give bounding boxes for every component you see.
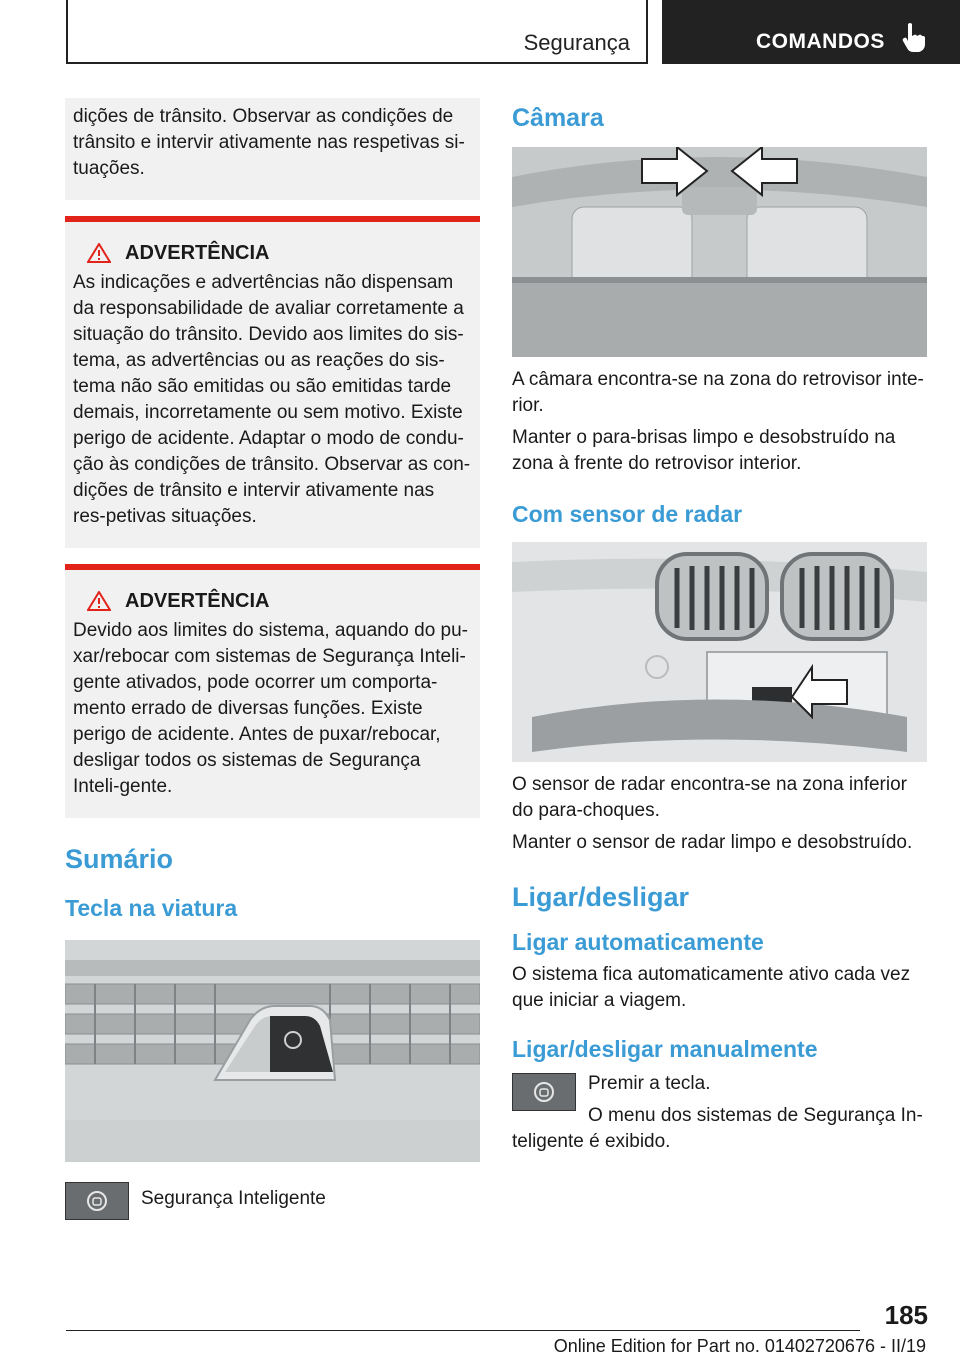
- warning-text-1: As indicações e advertências não dispensam da responsabilidade de avaliar corretamente a situação do trânsito. Devido aos limites do sis-tema, as advertências ou as reações do sis-tema não são emitidas ou são emitidas tarde demais, incorretamente ou sem motivo. Existe perigo de acidente. Adaptar o modo de condu-ção às condições de trânsito. Observar as con-dições de trânsito e intervir ativamente nas res-petivas situações.: [73, 272, 471, 527]
- section-title: Segurança: [523, 30, 630, 55]
- warning-title-text-2: ADVERTÊNCIA: [125, 590, 270, 612]
- warning-box-1: [65, 216, 480, 548]
- warning-text-2: Devido aos limites do sistema, aquando do pu-xar/rebocar com sistemas de Segurança Inteli-gente ativados, pode ocorrer um comporta-mento errado de diversas funções. Existe perigo de acidente. Antes de puxar/rebocar, desligar todos os sistemas de Segurança Inteli-gente.: [73, 620, 469, 797]
- hand-pointer-icon: [902, 22, 926, 52]
- camera-location-image: [512, 147, 927, 357]
- manual-text-1: Premir a tecla.: [588, 1073, 711, 1094]
- warning-box-2: [65, 564, 480, 818]
- manual-text-2: O menu dos sistemas de Segurança In-teligente é exibido.: [512, 1105, 923, 1152]
- manual-block: [512, 1071, 927, 1155]
- chapter-tab-label: COMANDOS: [756, 30, 885, 53]
- intelligent-safety-button[interactable]: [65, 1182, 129, 1220]
- warning-triangle-icon: [87, 243, 111, 263]
- radar-text-1: O sensor de radar encontra-se na zona inferior do para-choques.: [512, 774, 907, 821]
- chapter-tab: [662, 0, 960, 64]
- radar-text-2: Manter o sensor de radar limpo e desobstruído.: [512, 832, 913, 853]
- heading-manual: Ligar/desligar manualmente: [512, 1036, 818, 1062]
- page-number: 185: [884, 1300, 928, 1330]
- edition-note: Online Edition for Part no. 01402720676 - II/19: [553, 1336, 926, 1356]
- left-column: [65, 98, 480, 1220]
- intelligent-safety-icon: [86, 1190, 108, 1212]
- right-column: [512, 98, 927, 1161]
- radar-location-image: [512, 542, 927, 762]
- key-row: [65, 1182, 480, 1220]
- heading-auto: Ligar automaticamente: [512, 929, 764, 955]
- intelligent-safety-icon: [533, 1081, 555, 1103]
- footer-rule: [66, 1330, 860, 1331]
- warning-triangle-icon: [87, 591, 111, 611]
- heading-radar: Com sensor de radar: [512, 501, 743, 527]
- key-label: Segurança Inteligente: [141, 1188, 326, 1209]
- camara-text-1: A câmara encontra-se na zona do retrovisor inte-rior.: [512, 369, 924, 416]
- button-location-image: [65, 940, 480, 1162]
- heading-tecla: Tecla na viatura: [65, 895, 238, 921]
- heading-ligar: Ligar/desligar: [512, 882, 690, 912]
- warning-title-2: [73, 588, 472, 614]
- warning-title-1: [73, 240, 472, 266]
- warning-title-text-1: ADVERTÊNCIA: [125, 242, 270, 264]
- heading-camara: Câmara: [512, 104, 604, 132]
- auto-text: O sistema fica automaticamente ativo cada vez que iniciar a viagem.: [512, 964, 911, 1011]
- camara-text-2: Manter o para-brisas limpo e desobstruído na zona à frente do retrovisor interior.: [512, 427, 896, 474]
- heading-sumario: Sumário: [65, 844, 174, 874]
- continued-note-text: dições de trânsito. Observar as condições de trânsito e intervir ativamente nas respetivas si-tuações.: [73, 106, 465, 179]
- intelligent-safety-button-2[interactable]: [512, 1073, 576, 1111]
- continued-note: [65, 98, 480, 200]
